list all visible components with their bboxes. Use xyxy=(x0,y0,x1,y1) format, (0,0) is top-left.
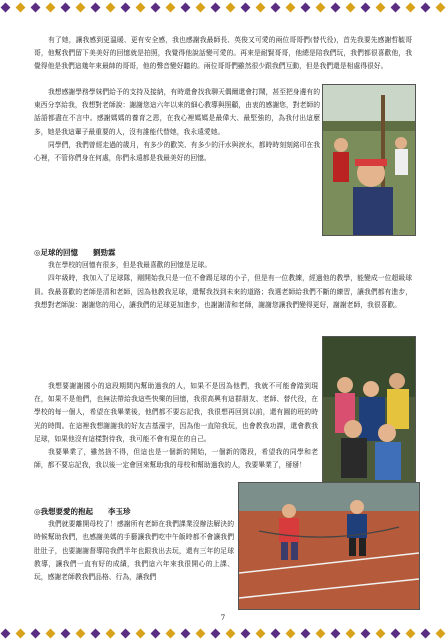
border-diamond xyxy=(166,2,176,12)
bottom-decorative-border xyxy=(0,626,446,640)
border-diamond xyxy=(316,2,326,12)
section2-body xyxy=(34,380,318,472)
section1-paragraph-1: 有了她，讓我感到更溫暖、更有安全感，我也感謝我最師長、英俊又可愛的兩位哥哥們(替代役)，首先我要先感謝哲毓哥哥，他幫我們留下美美好的回憶就是拍照，我覺得他說話變可愛的。再來是耐賢哥哥，他總是陪我們玩，我們都很喜歡他，我覺得他是我們這幾年來最帥的哥哥，他的聲音變好聽的。兩位哥哥們雖然很少跟我們互動，但是我們還是相處得很好。 xyxy=(34,36,412,71)
photo-rope-skipping xyxy=(238,482,420,610)
border-diamond xyxy=(271,628,281,638)
border-diamond xyxy=(346,2,356,12)
border-diamond xyxy=(106,628,116,638)
border-diamond xyxy=(196,2,206,12)
border-diamond xyxy=(1,2,11,12)
border-diamond xyxy=(61,628,71,638)
border-diamond xyxy=(46,628,56,638)
border-diamond xyxy=(46,2,56,12)
border-diamond xyxy=(91,628,101,638)
section2-paragraph-2: 四年級時，我加入了足球隊，剛開始我只是一位不會踢足球的小子，但是有一位教練，經過他的教學，能變成一位超級球員。我最喜歡的老師是清和老師，因為他教我足球，還幫我找到未來的道路；我選老師給我們不斷的練習，讓我們都有進步，我想對老師說：謝謝您的用心，讓我們的足球更加進步，也謝謝清和老師，謝謝您讓我們變得更好，謝謝老師，我很喜歡。 xyxy=(34,274,412,309)
border-diamond xyxy=(106,2,116,12)
border-diamond xyxy=(436,2,446,12)
border-diamond xyxy=(271,2,281,12)
photo-field-day-image xyxy=(323,85,415,235)
border-diamond xyxy=(241,2,251,12)
border-diamond xyxy=(361,628,371,638)
border-diamond xyxy=(331,628,341,638)
border-diamond xyxy=(241,628,251,638)
border-diamond xyxy=(421,628,431,638)
section2-paragraph-4: 我要畢業了，雖然捨不得，但這也是一個新的開始，一個新的階段，希望我的同學和老師，都不要忘記我，我以後一定會回來幫助我的母校和幫助過我的人，我要畢業了，掰掰！ xyxy=(34,448,318,470)
border-diamond xyxy=(376,628,386,638)
border-diamond xyxy=(346,628,356,638)
page-number: 7 xyxy=(220,614,226,622)
border-diamond xyxy=(121,628,131,638)
border-diamond xyxy=(256,2,266,12)
border-diamond xyxy=(151,628,161,638)
section1-paragraph-3: 同學們，我們曾經走過的歲月，有多少的歡笑、有多少的汗水與淚水，都時時刻刻銘印在我心裡，不管你們身在何處，你們永遠都是我最美好的回憶。 xyxy=(34,140,320,163)
section1-body xyxy=(34,86,320,165)
photo-classmates xyxy=(322,336,416,498)
border-diamond xyxy=(391,628,401,638)
border-diamond xyxy=(301,628,311,638)
border-diamond xyxy=(226,2,236,12)
border-diamond xyxy=(331,2,341,12)
border-diamond xyxy=(436,628,446,638)
photo-field-day xyxy=(322,84,416,236)
border-diamond xyxy=(31,2,41,12)
border-diamond xyxy=(16,2,26,12)
border-diamond xyxy=(166,628,176,638)
border-diamond xyxy=(31,628,41,638)
border-diamond xyxy=(211,2,221,12)
border-diamond xyxy=(76,628,86,638)
border-diamond xyxy=(301,2,311,12)
border-diamond xyxy=(16,628,26,638)
section3 xyxy=(34,505,234,584)
border-diamond xyxy=(1,628,11,638)
border-diamond xyxy=(226,628,236,638)
section3-heading: ◎我想要愛的抱起 李玉珍 xyxy=(34,507,131,516)
border-diamond xyxy=(286,628,296,638)
border-diamond xyxy=(136,2,146,12)
border-diamond xyxy=(91,2,101,12)
border-diamond xyxy=(421,2,431,12)
top-decorative-border xyxy=(0,0,446,14)
border-diamond xyxy=(76,2,86,12)
border-diamond xyxy=(181,628,191,638)
border-diamond xyxy=(121,2,131,12)
border-diamond xyxy=(256,628,266,638)
section2-top xyxy=(34,246,412,312)
border-diamond xyxy=(196,628,206,638)
photo-rope-skipping-image xyxy=(239,483,419,609)
border-diamond xyxy=(316,628,326,638)
section2-heading: ◎足球的回憶 劉勁霖 xyxy=(34,248,116,257)
border-diamond xyxy=(406,2,416,12)
section3-paragraph-1: 我們就要離開母校了！感謝所有老師在我們課業沒辦法解決的時候幫助我們，也感謝美媽的手藝讓我們吃中午飯時都不會讓我們肚肚子，也要謝謝督導陪我們半年也跟我出去玩，還有三年的足球教導，讓我們一直有好的成績，我們這六年來我很開心的上課、玩，感謝老師教我們品格、行為，讓我們 xyxy=(34,520,234,582)
section1-intro xyxy=(34,34,412,74)
border-diamond xyxy=(136,628,146,638)
section1-paragraph-2: 我想感謝學務學妹們給予的支持及接納，有時還會找我聊天偶爾還會打鬧，甚至把身邊有的東西分享給我，我想對老師說：謝謝您這六年以來的細心教導與照顧，由衷的感謝您，對老師的話語都盡在不言中。感謝媽媽的養育之恩，在我心裡媽媽是最偉大、最堅強的，為我付出這麼多，她是我這輩子最重要的人，沒有誰能代替她，我永遠愛她。 xyxy=(34,88,320,136)
border-diamond xyxy=(61,2,71,12)
border-diamond xyxy=(391,2,401,12)
border-diamond xyxy=(211,628,221,638)
border-diamond xyxy=(181,2,191,12)
photo-classmates-image xyxy=(323,337,415,497)
section2-paragraph-1: 我在學校的回憶有很多，但是我最喜歡的回憶是足球。 xyxy=(48,261,212,270)
border-diamond xyxy=(286,2,296,12)
border-diamond xyxy=(376,2,386,12)
border-diamond xyxy=(361,2,371,12)
border-diamond xyxy=(406,628,416,638)
section2-paragraph-3: 我想要謝謝國小的這段期間內幫助過我的人，如果不是因為他們，我就不可能會踏到現在，如果不是他們，也無法帶給我這些快樂的回憶，我很高興有這群朋友、老師、替代役，在學校的每一個人，希望在我畢業後，他們都不要忘記我，我很想再回到以前，還有圓的班的時光的時間。在這裡我想謝謝我的好友吉基濠宇，因為他一直陪我玩，也會教我功課，還會教我足球，如果他沒有這樣對待我，我可能不會有現在的自己。 xyxy=(34,382,318,443)
border-diamond xyxy=(151,2,161,12)
